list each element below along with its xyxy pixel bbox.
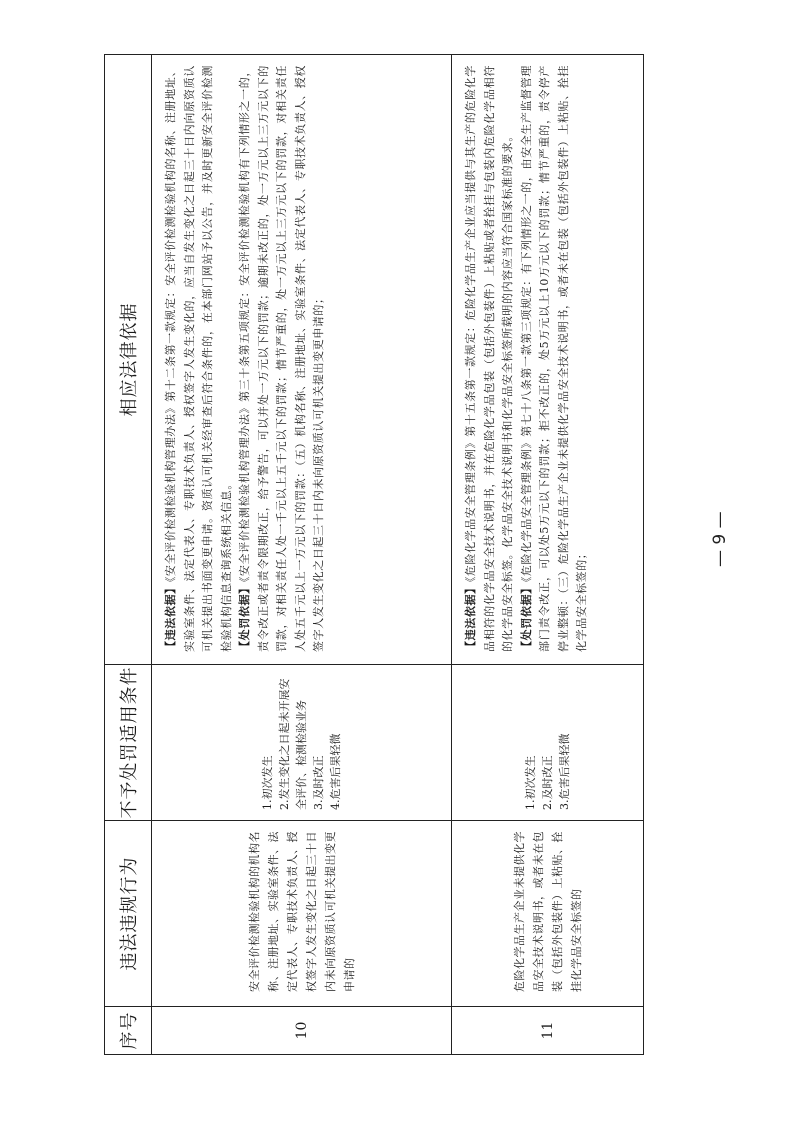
violation-basis-text: 《安全评价检测检验机构管理办法》第十二条第一款规定：安全评价检测检验机构的名称、注册地址、实验室条件、法定代表人、专职技术负责人、授权签字人发生变化的，应当自发生变化之日起三十日内向原资质认可机关提出书面变更申请。资质认可机关经审查后符合条件的，在本部门网站予以公告，并及时更新安全评价检测检验机构信息查询系统相关信息。 [164, 65, 233, 652]
penalty-basis-tag: 【处罚依据】 [238, 582, 251, 652]
row-number: 11 [452, 1007, 644, 1055]
condition-item: 2.发生变化之日起未开展安全评价、检测检验业务 [278, 678, 308, 810]
condition-item: 2.及时改正 [541, 755, 554, 810]
table-header-row [105, 55, 152, 1055]
exemption-conditions [452, 665, 644, 821]
regulation-table [104, 54, 644, 1055]
penalty-basis [518, 65, 592, 652]
legal-basis [152, 55, 452, 665]
violation-description: 安全评价检测检验机构的机构名称、注册地址、实验室条件、法定代表人、专职技术负责人、授权签字人发生变化之日起三十日内未向原资质认可机关提出变更申请的 [152, 821, 452, 1007]
header-act: 违法违规行为 [105, 821, 152, 1007]
header-no: 序号 [105, 1007, 152, 1055]
penalty-basis-text: 《安全评价检测检验机构管理办法》第三十条第五项规定：安全评价检测检验机构有下列情形之一的，责令改正或者责令限期改正，给予警告，可以并处一万元以下的罚款；逾期未改正的，处一万元以上三万元以下的罚款，对相关责任人处一千元以上五千元以下的罚款；情节严重的，处一万元以上三万元以下的罚款，对相关责任人处五千元以上一万元以下的罚款：（五）机构名称、注册地址、实验室条件、法定代表人、专职技术负责人、授权签字人发生变化之日起三十日内未向原资质认可机关提出变更申请的； [238, 65, 325, 652]
violation-basis-tag: 【违法依据】 [164, 582, 177, 652]
violation-basis [162, 65, 236, 652]
page-number: — 9 — [710, 511, 730, 567]
exemption-conditions [152, 665, 452, 821]
violation-basis-text: 《危险化学品安全管理条例》第十五条第一款规定：危险化学品生产企业应当提供与其生产的危险化学品相符的化学品安全技术说明书，并在危险化学品包装（包括外包装件）上粘贴或者拴挂与包装内危险化学品相符的化学品安全标签。化学品安全技术说明书和化学品安全标签所载明的内容应当符合国家标准的要求。 [464, 65, 514, 652]
violation-description: 危险化学品生产企业未提供化学品安全技术说明书，或者未在包装（包括外包装件）上粘贴、拴挂化学品安全标签的 [452, 821, 644, 1007]
penalty-basis-text: 《危险化学品安全管理条例》第七十八条第一款第三项规定：有下列情形之一的，由安全生产监督管理部门责令改正，可以处5万元以下的罚款；拒不改正的，处5万元以上10万元以下的罚款；情节严重的，责令停产停业整顿：（三）危险化学品生产企业未提供化学品安全技术说明书，或者未在包装（包括外包装件）上粘贴、拴挂化学品安全标签的； [519, 65, 588, 652]
violation-basis-tag: 【违法依据】 [464, 582, 477, 652]
header-cond: 不予处罚适用条件 [105, 665, 152, 821]
condition-item: 1.初次发生 [261, 755, 274, 810]
condition-item: 1.初次发生 [524, 755, 537, 810]
table-row-11 [452, 55, 644, 1055]
table-row-10 [152, 55, 452, 1055]
row-number: 10 [152, 1007, 452, 1055]
condition-item: 4.危害后果轻微 [329, 733, 342, 810]
condition-item: 3.危害后果轻微 [558, 733, 571, 810]
penalty-basis [236, 65, 329, 652]
penalty-basis-tag: 【处罚依据】 [519, 582, 533, 652]
condition-item: 3.及时改正 [312, 755, 325, 810]
header-basis: 相应法律依据 [105, 55, 152, 665]
rotated-table-page [104, 55, 644, 1055]
violation-basis [462, 65, 518, 652]
legal-basis [452, 55, 644, 665]
